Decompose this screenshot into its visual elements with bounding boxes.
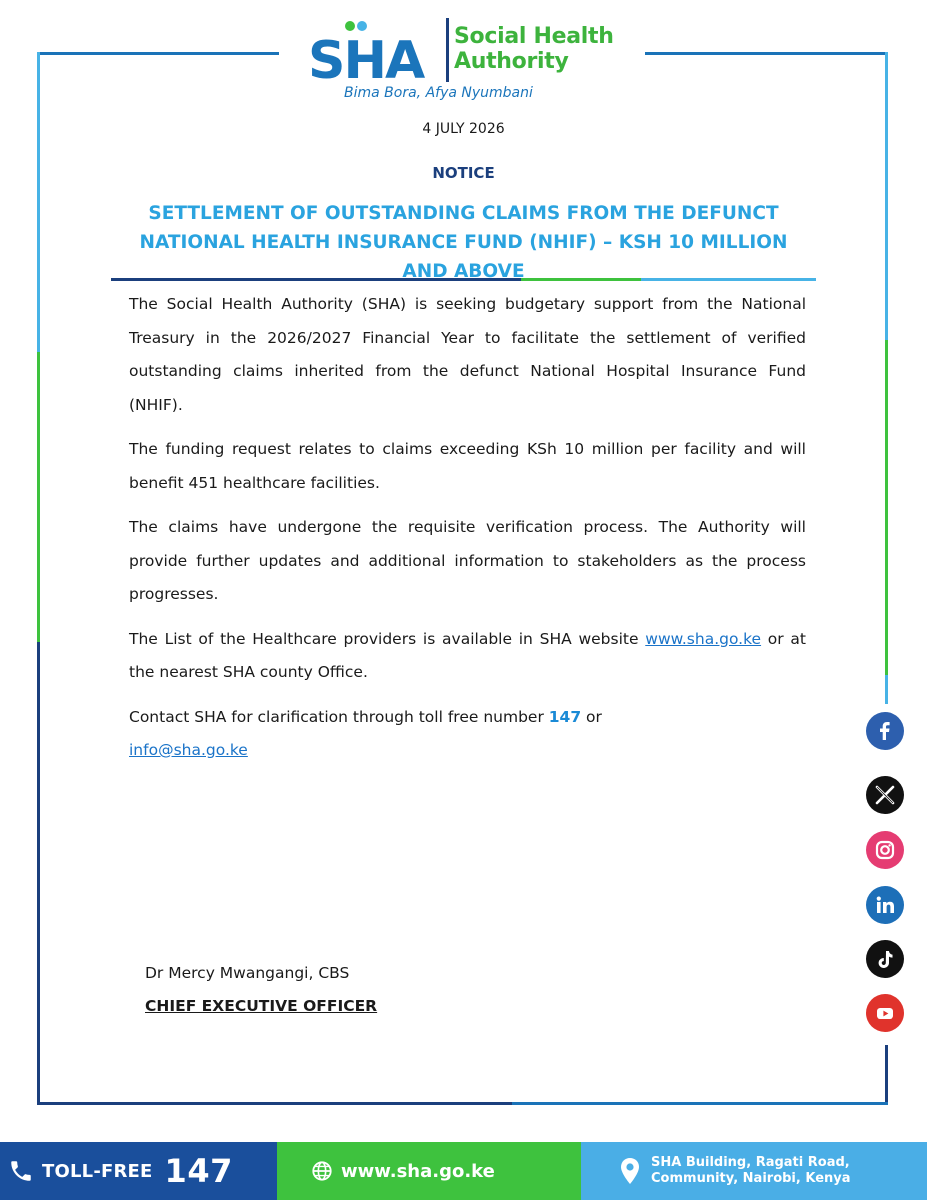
toll-free-label: TOLL-FREE [42, 1160, 153, 1182]
email-link[interactable]: info@sha.go.ke [129, 741, 248, 759]
x-icon[interactable] [866, 776, 904, 814]
title-line: NATIONAL HEALTH INSURANCE FUND (NHIF) – KSH 10 MILLION [139, 232, 788, 253]
org-name-line1: Social Health [454, 24, 614, 49]
notice-date: 4 JULY 2026 [422, 121, 505, 137]
footer-website-text: www.sha.go.ke [341, 1160, 495, 1182]
signer-title: CHIEF EXECUTIVE OFFICER [145, 997, 378, 1015]
location-pin-icon [619, 1157, 641, 1185]
paragraph-text: The List of the Healthcare providers is available in SHA website [129, 629, 646, 648]
notice-title [100, 199, 827, 286]
tagline: Bima Bora, Afya Nyumbani [344, 85, 533, 101]
frame-top-left [38, 52, 279, 55]
signer-name: Dr Mercy Mwangangi, CBS [145, 964, 350, 982]
footer-address [581, 1142, 927, 1200]
frame-left-1 [37, 52, 40, 352]
frame-left-3 [37, 642, 40, 1104]
paragraph [129, 701, 806, 768]
frame-right-4 [885, 1045, 888, 1104]
frame-top-right [645, 52, 888, 55]
frame-bottom-1 [37, 1102, 512, 1105]
footer-website[interactable] [277, 1142, 581, 1200]
phone-icon [8, 1158, 34, 1184]
frame-right-3 [885, 675, 888, 704]
frame-bottom-2 [512, 1102, 888, 1105]
svg-text:SHA: SHA [308, 31, 424, 86]
paragraph [129, 623, 806, 690]
footer-bar [0, 1142, 927, 1200]
frame-right-1 [885, 52, 888, 340]
logo-divider [446, 18, 449, 82]
address-line: SHA Building, Ragati Road, [651, 1155, 850, 1170]
toll-free-number: 147 [548, 707, 582, 726]
paragraph-text: or [581, 707, 602, 726]
facebook-icon[interactable] [866, 712, 904, 750]
paragraph-text: or at the nearest SHA county Office. [129, 629, 806, 681]
instagram-icon[interactable] [866, 831, 904, 869]
sha-logo-mark [306, 20, 438, 86]
address-line: Community, Nairobi, Kenya [651, 1171, 851, 1186]
paragraph: The funding request relates to claims exceeding KSh 10 million per facility and will benefit 451 healthcare facilities. [129, 440, 806, 492]
linkedin-icon[interactable] [866, 886, 904, 924]
website-link[interactable]: www.sha.go.ke [645, 629, 762, 648]
paragraph: The claims have undergone the requisite verification process. The Authority will provide further updates and additional information to stakeholders as the process progresses. [129, 518, 806, 603]
paragraph: The Social Health Authority (SHA) is seeking budgetary support from the National Treasury in the 2026/2027 Financial Year to facilitate the settlement of verified outstanding claims inherited from the defunct National Hospital Insurance Fund (NHIF). [129, 295, 806, 414]
title-line: AND ABOVE [402, 261, 525, 282]
toll-free-footer-number: 147 [164, 1152, 233, 1190]
notice-label: NOTICE [432, 164, 495, 182]
tiktok-icon[interactable] [866, 940, 904, 978]
globe-icon [311, 1160, 333, 1182]
frame-left-2 [37, 352, 40, 642]
footer-toll-free[interactable] [0, 1142, 277, 1200]
notice-body [129, 288, 806, 779]
paragraph-text: Contact SHA for clarification through toll free number [129, 707, 549, 726]
youtube-icon[interactable] [866, 994, 904, 1032]
footer-address-text [651, 1155, 851, 1187]
title-line: SETTLEMENT OF OUTSTANDING CLAIMS FROM THE DEFUNCT [148, 203, 779, 224]
org-name-line2: Authority [454, 49, 569, 74]
org-name [454, 24, 634, 74]
frame-right-2 [885, 340, 888, 675]
